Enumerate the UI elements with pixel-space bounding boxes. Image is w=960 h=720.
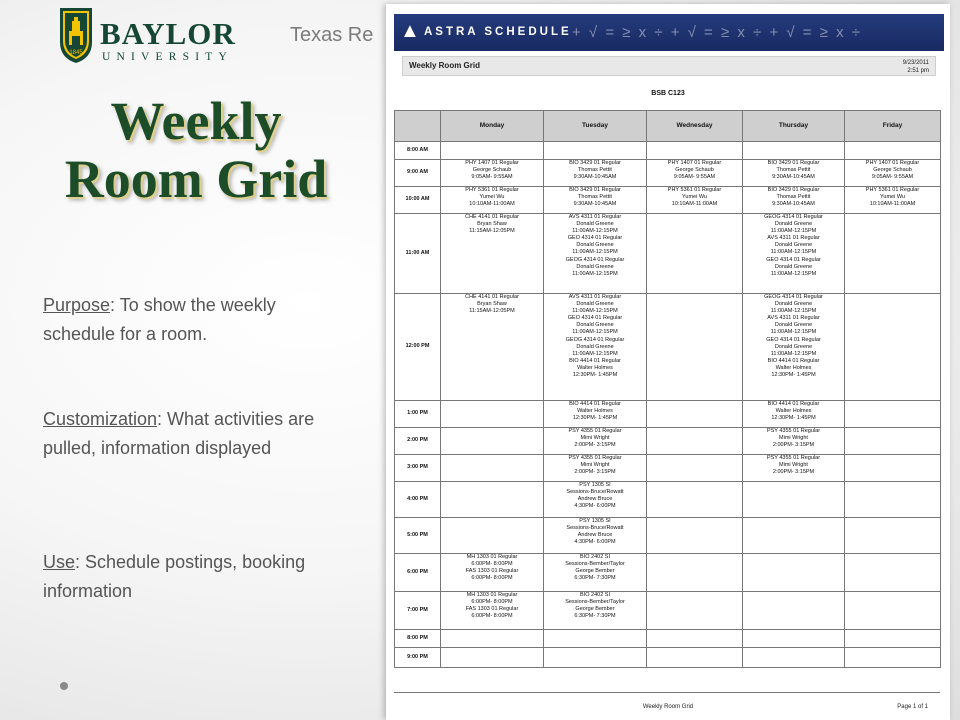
class-line: 9:30AM-10:45AM: [772, 174, 815, 181]
grid-cell: [441, 214, 544, 294]
grid-header-row: [395, 111, 941, 142]
class-block: [545, 294, 645, 315]
class-line: 12:30PM- 1:45PM: [771, 415, 816, 422]
class-line: 11:00AM-12:15PM: [572, 228, 618, 235]
astra-app-name: ASTRA SCHEDULE: [424, 26, 572, 38]
grid-cell: [441, 294, 544, 401]
class-block: [442, 606, 542, 620]
class-block: [744, 160, 843, 181]
class-line: GEO 4314 01 Regular: [766, 256, 821, 263]
time-row: [395, 142, 941, 160]
class-line: Donald Greene: [774, 322, 813, 329]
class-line: 6:00PM- 8:00PM: [471, 561, 513, 568]
time-slot-label: 1:00 PM: [395, 401, 441, 428]
grid-cell: [647, 428, 743, 455]
class-line: Donald Greene: [774, 301, 813, 308]
grid-cell: [647, 630, 743, 648]
time-slot-label: 7:00 PM: [395, 592, 441, 630]
class-line: PSY 4355 01 Regular: [766, 455, 821, 461]
class-line: BIO 4414 01 Regular: [767, 401, 820, 407]
day-header-tuesday: Tuesday: [544, 111, 647, 142]
class-line: Yumei Wu: [479, 194, 505, 201]
use-text: : Schedule postings, booking information: [43, 552, 306, 601]
class-line: BIO 4414 01 Regular: [569, 401, 621, 407]
grid-cell: [647, 294, 743, 401]
grid-cell: [743, 554, 845, 592]
class-line: PSY 1305 SI: [579, 518, 611, 524]
class-block: [744, 401, 843, 422]
class-block: [744, 187, 843, 208]
class-line: 9:05AM- 9:55AM: [471, 174, 513, 181]
grid-cell: [743, 482, 845, 518]
class-block: [545, 455, 645, 476]
class-line: MH 1303 01 Regular: [466, 554, 518, 560]
day-header-friday: Friday: [845, 111, 941, 142]
grid-cell: [441, 428, 544, 455]
class-line: Donald Greene: [576, 301, 614, 308]
time-row: [395, 518, 941, 554]
grid-cell: [544, 630, 647, 648]
class-line: Donald Greene: [576, 343, 614, 350]
grid-cell: [544, 294, 647, 401]
grid-cell: [743, 160, 845, 187]
class-line: AVS 4311 01 Regular: [568, 214, 622, 220]
footer-title: Weekly Room Grid: [642, 704, 694, 710]
class-line: PHY 5361 01 Regular: [465, 187, 519, 193]
time-row: [395, 214, 941, 294]
grid-cell: [544, 518, 647, 554]
grid-cell: [845, 455, 941, 482]
class-line: Bryan Shaw: [477, 301, 507, 308]
class-line: CHE 4141 01 Regular: [465, 214, 519, 220]
time-slot-label: 9:00 PM: [395, 648, 441, 668]
time-row: [395, 630, 941, 648]
class-block: [442, 187, 542, 208]
class-block: [744, 428, 843, 449]
class-line: 11:00AM-12:15PM: [572, 329, 618, 336]
class-block: [744, 257, 843, 278]
grid-cell: [743, 518, 845, 554]
class-line: Donald Greene: [774, 221, 813, 228]
class-line: 11:00AM-12:15PM: [770, 329, 817, 336]
class-line: Sessions-Bruce/Rowatt: [566, 489, 624, 496]
time-slot-label: 3:00 PM: [395, 455, 441, 482]
class-line: BIO 2402 SI: [580, 554, 610, 560]
class-line: George Schaub: [873, 167, 912, 174]
class-line: BIO 3429 01 Regular: [767, 187, 820, 193]
class-line: Walter Holmes: [577, 408, 613, 415]
time-slot-label: 6:00 PM: [395, 554, 441, 592]
grid-cell: [845, 648, 941, 668]
class-block: [846, 160, 939, 181]
report-screenshot: [386, 4, 950, 720]
grid-cell: [544, 648, 647, 668]
class-line: AVS 4311 01 Regular: [767, 315, 820, 322]
class-block: [442, 592, 542, 606]
class-block: [744, 315, 843, 336]
grid-cell: [743, 187, 845, 214]
class-line: 2:00PM- 3:15PM: [772, 442, 815, 449]
day-header-monday: Monday: [441, 111, 544, 142]
class-line: Sessions-Bember/Taylor: [565, 561, 625, 568]
class-line: Thomas Pettit: [578, 194, 612, 201]
class-block: [744, 294, 843, 315]
class-line: 9:30AM-10:45AM: [573, 201, 617, 208]
grid-cell: [544, 428, 647, 455]
class-line: PHY 1407 01 Regular: [667, 160, 722, 166]
class-block: [545, 187, 645, 208]
grid-cell: [647, 455, 743, 482]
grid-cell: [544, 554, 647, 592]
footer-rule: [394, 692, 940, 693]
grid-cell: [647, 160, 743, 187]
class-line: 6:30PM- 7:30PM: [574, 613, 616, 620]
day-header-wednesday: Wednesday: [647, 111, 743, 142]
class-line: Donald Greene: [576, 322, 614, 329]
grid-cell: [743, 142, 845, 160]
class-line: PSY 4355 01 Regular: [568, 455, 622, 461]
class-block: [545, 160, 645, 181]
purpose-text: : To show the weekly schedule for a room.: [43, 295, 276, 344]
class-line: Donald Greene: [576, 242, 614, 249]
class-line: BIO 4414 01 Regular: [767, 357, 820, 364]
header-org-text: Texas Re: [290, 24, 374, 46]
class-line: Mimi Wright: [779, 435, 808, 442]
class-line: AVS 4311 01 Regular: [767, 235, 820, 242]
class-block: [545, 592, 645, 620]
class-line: Bryan Shaw: [477, 221, 507, 228]
class-line: GEO 4314 01 Regular: [766, 336, 821, 343]
customization-paragraph: [43, 405, 343, 463]
purpose-label: Purpose: [43, 295, 111, 315]
time-row: [395, 455, 941, 482]
use-paragraph: [43, 548, 343, 606]
grid-cell: [845, 428, 941, 455]
class-block: [545, 482, 645, 510]
grid-cell: [544, 455, 647, 482]
time-slot-label: 9:00 AM: [395, 160, 441, 187]
time-slot-label: 11:00 AM: [395, 214, 441, 294]
grid-cell: [544, 592, 647, 630]
class-line: 4:30PM- 6:00PM: [574, 539, 616, 546]
class-line: 11:00AM-12:15PM: [572, 270, 618, 277]
grid-cell: [441, 554, 544, 592]
grid-cell: [441, 187, 544, 214]
class-block: [545, 428, 645, 449]
time-row: [395, 648, 941, 668]
grid-cell: [743, 648, 845, 668]
class-line: 11:00AM-12:15PM: [770, 228, 817, 235]
baylor-logo: [58, 6, 248, 70]
grid-cell: [845, 592, 941, 630]
purpose-paragraph: [43, 291, 343, 349]
class-block: [442, 214, 542, 235]
grid-cell: [441, 160, 544, 187]
report-timestamp: [903, 59, 929, 75]
class-line: GEOG 4314 01 Regular: [565, 256, 625, 263]
time-slot-label: 12:00 PM: [395, 294, 441, 401]
grid-cell: [441, 482, 544, 518]
class-line: BIO 3429 01 Regular: [569, 160, 621, 166]
slide-title-line-1: Weekly: [110, 91, 282, 151]
class-line: 11:00AM-12:15PM: [572, 350, 618, 357]
time-row: [395, 401, 941, 428]
class-line: BIO 3429 01 Regular: [767, 160, 820, 166]
grid-cell: [647, 592, 743, 630]
grid-cell: [743, 592, 845, 630]
class-line: Donald Greene: [774, 242, 813, 249]
grid-cell: [544, 160, 647, 187]
class-line: 11:15AM-12:05PM: [469, 308, 515, 315]
report-title-bar: [402, 56, 936, 76]
class-block: [442, 160, 542, 181]
class-line: 11:00AM-12:15PM: [770, 350, 817, 357]
grid-cell: [544, 401, 647, 428]
class-line: Donald Greene: [774, 263, 813, 270]
class-block: [744, 358, 843, 379]
class-line: Walter Holmes: [775, 408, 812, 415]
room-name: BSB C123: [651, 90, 685, 97]
class-line: Thomas Pettit: [776, 194, 811, 201]
class-line: GEO 4314 01 Regular: [567, 235, 623, 242]
class-line: AVS 4311 01 Regular: [568, 294, 622, 300]
schedule-grid: [394, 110, 941, 668]
class-line: 9:30AM-10:45AM: [772, 201, 815, 208]
time-slot-label: 8:00 AM: [395, 142, 441, 160]
grid-cell: [441, 592, 544, 630]
class-block: [744, 214, 843, 235]
grid-cell: [743, 630, 845, 648]
class-line: 12:30PM- 1:45PM: [572, 372, 618, 379]
logo-year: 1845: [69, 50, 83, 56]
class-line: 11:15AM-12:05PM: [469, 228, 515, 235]
time-row: [395, 554, 941, 592]
class-line: 11:00AM-12:15PM: [770, 249, 817, 256]
class-line: PHY 5361 01 Regular: [667, 187, 722, 193]
time-row: [395, 428, 941, 455]
class-line: Yumei Wu: [880, 194, 905, 201]
class-line: 6:00PM- 8:00PM: [471, 575, 513, 582]
class-line: 12:30PM- 1:45PM: [572, 415, 618, 422]
banner-pattern: + √ = ≥ x ÷ + √ = ≥ x ÷ + √ = ≥ x ÷: [572, 24, 862, 41]
class-line: PHY 5361 01 Regular: [865, 187, 920, 193]
logo-wordmark: BAYLOR: [100, 16, 236, 51]
grid-cell: [441, 630, 544, 648]
class-line: 6:00PM- 8:00PM: [471, 599, 513, 606]
class-block: [545, 401, 645, 422]
class-line: Andrew Bruce: [577, 532, 613, 539]
grid-cell: [441, 401, 544, 428]
class-line: PHY 1407 01 Regular: [465, 160, 519, 166]
time-slot-label: 8:00 PM: [395, 630, 441, 648]
class-line: 6:30PM- 7:30PM: [574, 575, 616, 582]
class-block: [648, 160, 741, 181]
footer-page-number: Page 1 of 1: [897, 704, 928, 710]
class-block: [545, 235, 645, 256]
class-line: MH 1303 01 Regular: [466, 592, 518, 598]
report-date: 9/23/2011: [902, 60, 929, 66]
class-line: Thomas Pettit: [776, 167, 811, 174]
report-time: 2:51 pm: [907, 68, 929, 74]
class-block: [744, 235, 843, 256]
use-label: Use: [43, 552, 76, 572]
class-line: 9:05AM- 9:55AM: [673, 174, 716, 181]
class-line: George Bember: [575, 606, 615, 613]
grid-cell: [441, 142, 544, 160]
grid-cell: [544, 214, 647, 294]
grid-cell: [845, 142, 941, 160]
class-line: Andrew Bruce: [577, 496, 613, 503]
class-block: [744, 337, 843, 358]
baylor-shield-icon: [58, 6, 94, 64]
grid-cell: [845, 554, 941, 592]
class-line: CHE 4141 01 Regular: [465, 294, 519, 300]
bullet-dot: [60, 682, 68, 690]
class-line: 6:00PM- 8:00PM: [471, 613, 513, 620]
slide-title: [14, 92, 378, 208]
grid-cell: [647, 401, 743, 428]
grid-cell: [845, 214, 941, 294]
class-line: 10:10AM-11:00AM: [869, 201, 916, 208]
time-slot-label: 2:00 PM: [395, 428, 441, 455]
class-line: GEOG 4314 01 Regular: [565, 336, 625, 343]
time-row: [395, 187, 941, 214]
class-line: GEOG 4314 01 Regular: [764, 294, 823, 300]
grid-cell: [441, 455, 544, 482]
grid-cell: [647, 214, 743, 294]
grid-cell: [441, 648, 544, 668]
class-line: Walter Holmes: [775, 364, 812, 371]
logo-subtitle: UNIVERSITY: [102, 51, 233, 63]
class-block: [442, 294, 542, 315]
time-row: [395, 482, 941, 518]
class-line: Donald Greene: [576, 263, 614, 270]
customization-text: : What activities are pulled, information displayed: [43, 409, 315, 458]
class-line: 10:10AM-11:00AM: [671, 201, 718, 208]
class-line: GEO 4314 01 Regular: [567, 315, 623, 322]
class-line: 4:30PM- 6:00PM: [574, 503, 616, 510]
class-line: Sessions-Bruce/Rowatt: [566, 525, 624, 532]
class-block: [648, 187, 741, 208]
class-line: GEOG 4314 01 Regular: [764, 214, 823, 220]
class-line: FAS 1303 01 Regular: [465, 568, 519, 575]
astra-banner: [394, 14, 944, 51]
class-line: 9:30AM-10:45AM: [573, 174, 617, 181]
class-line: BIO 2402 SI: [580, 592, 610, 598]
class-block: [846, 187, 939, 208]
class-block: [545, 518, 645, 546]
grid-cell: [743, 401, 845, 428]
time-slot-label: 5:00 PM: [395, 518, 441, 554]
class-block: [545, 257, 645, 278]
time-slot-label: 4:00 PM: [395, 482, 441, 518]
class-line: 2:00PM- 3:15PM: [772, 469, 815, 476]
class-line: Mimi Wright: [580, 462, 610, 469]
class-line: FAS 1303 01 Regular: [465, 606, 519, 613]
class-block: [545, 315, 645, 336]
class-line: Yumei Wu: [682, 194, 707, 201]
class-block: [545, 214, 645, 235]
grid-cell: [743, 428, 845, 455]
class-line: George Schaub: [675, 167, 714, 174]
class-block: [744, 455, 843, 476]
grid-cell: [647, 187, 743, 214]
astra-logo-icon: ▲: [400, 20, 420, 42]
time-slot-label: 10:00 AM: [395, 187, 441, 214]
grid-cell: [647, 482, 743, 518]
class-line: Mimi Wright: [779, 462, 808, 469]
class-line: 2:00PM- 3:15PM: [574, 442, 616, 449]
customization-label: Customization: [43, 409, 158, 429]
grid-cell: [544, 482, 647, 518]
class-line: George Bember: [575, 568, 615, 575]
class-block: [545, 337, 645, 358]
class-line: 12:30PM- 1:45PM: [771, 372, 816, 379]
grid-cell: [743, 294, 845, 401]
grid-cell: [743, 455, 845, 482]
class-block: [442, 568, 542, 582]
class-block: [545, 358, 645, 379]
grid-cell: [647, 554, 743, 592]
class-line: George Schaub: [472, 167, 512, 174]
class-line: 11:00AM-12:15PM: [572, 308, 618, 315]
class-line: BIO 3429 01 Regular: [569, 187, 621, 193]
grid-cell: [845, 187, 941, 214]
grid-cell: [845, 518, 941, 554]
class-line: Donald Greene: [774, 343, 813, 350]
class-line: Walter Holmes: [577, 364, 613, 371]
grid-cell: [647, 518, 743, 554]
class-block: [545, 554, 645, 582]
time-row: [395, 592, 941, 630]
class-line: 11:00AM-12:15PM: [572, 249, 618, 256]
slide-title-line-2: Room Grid: [64, 149, 328, 209]
grid-cell: [845, 482, 941, 518]
grid-cell: [647, 648, 743, 668]
class-line: Mimi Wright: [580, 435, 610, 442]
class-line: Donald Greene: [576, 221, 614, 228]
grid-cell: [845, 160, 941, 187]
grid-cell: [845, 401, 941, 428]
class-line: PSY 1305 SI: [579, 482, 611, 488]
day-header-thursday: Thursday: [743, 111, 845, 142]
grid-cell: [845, 294, 941, 401]
report-title: Weekly Room Grid: [409, 61, 480, 70]
class-line: BIO 4414 01 Regular: [569, 357, 621, 364]
grid-cell: [743, 214, 845, 294]
class-line: 10:10AM-11:00AM: [469, 201, 515, 208]
class-line: PSY 4355 01 Regular: [568, 428, 622, 434]
grid-cell: [845, 630, 941, 648]
class-line: 11:00AM-12:15PM: [770, 308, 817, 315]
grid-cell: [647, 142, 743, 160]
time-row: [395, 160, 941, 187]
class-line: 2:00PM- 3:15PM: [574, 469, 616, 476]
class-line: PSY 4355 01 Regular: [766, 428, 821, 434]
class-line: Sessions-Bember/Taylor: [565, 599, 625, 606]
class-block: [442, 554, 542, 568]
class-line: 11:00AM-12:15PM: [770, 270, 817, 277]
grid-cell: [544, 187, 647, 214]
grid-cell: [441, 518, 544, 554]
class-line: 9:05AM- 9:55AM: [871, 174, 914, 181]
class-line: PHY 1407 01 Regular: [865, 160, 920, 166]
time-column-header: [395, 111, 441, 142]
class-line: Thomas Pettit: [578, 167, 612, 174]
grid-cell: [544, 142, 647, 160]
time-row: [395, 294, 941, 401]
